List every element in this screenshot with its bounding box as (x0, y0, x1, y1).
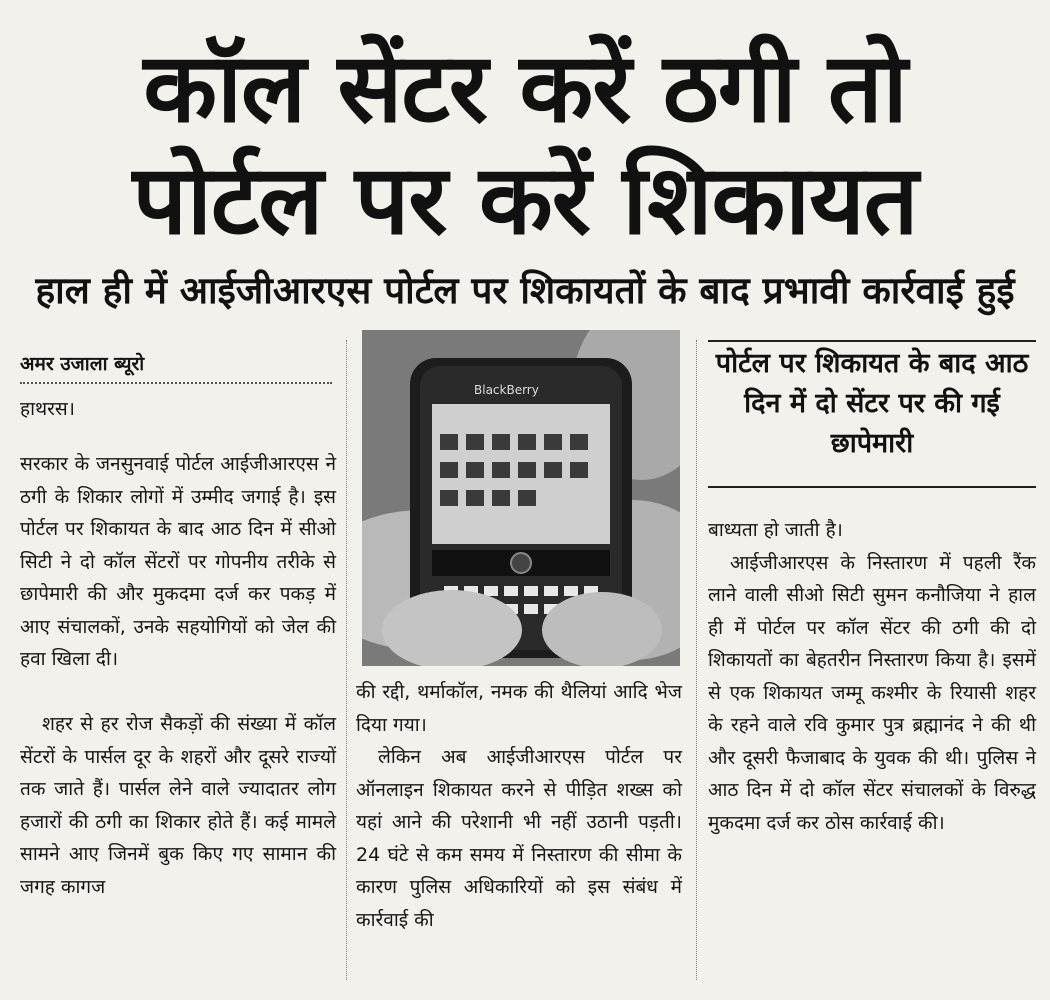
byline-divider (20, 382, 332, 384)
column-3 (708, 514, 1036, 839)
sidebar-bottom-rule (708, 486, 1036, 488)
sub-headline: हाल ही में आईजीआरएस पोर्टल पर शिकायतों के बाद प्रभावी कार्रवाई हुई (35, 269, 1015, 312)
column-divider (696, 340, 697, 980)
byline: अमर उजाला ब्यूरो (20, 353, 145, 375)
smartphone-illustration (362, 330, 680, 666)
col3-paragraph-1: बाध्यता हो जाती है। (708, 519, 843, 541)
dateline: हाथरस। (20, 398, 75, 420)
sidebar-top-rule (708, 340, 1036, 342)
column-2 (356, 676, 682, 936)
headline-line-2: पोर्टल पर करें शिकायत (132, 144, 918, 256)
col1-paragraph-1: सरकार के जनसुनवाई पोर्टल आईजीआरएस ने ठगी के शिकार लोगों में उम्मीद जगाई है। इस पोर्टल पर शिकायत के बाद आठ दिन में सीओ सिटी ने दो कॉल सेंटरों पर गोपनीय तरीके से छापेमारी की और मुकदमा दर्ज कर पकड़ में आए संचालकों, उनके सहयोगियों को जेल की हवा खिला दी। (20, 453, 336, 670)
col2-paragraph-1: की रद्दी, थर्माकॉल, नमक की थैलियां आदि भेज दिया गया। (356, 681, 682, 736)
col1-paragraph-2: शहर से हर रोज सैकड़ों की संख्या में कॉल सेंटरों के पार्सल दूर के शहरों और दूसरे राज्यों तक जाते हैं। पार्सल लेने वाले ज्यादातर लोग हजारों की ठगी का शिकार होते हैं। कई मामले सामने आए जिनमें बुक किए गए सामान की जगह कागज (20, 713, 336, 898)
col3-paragraph-2: आईजीआरएस के निस्तारण में पहली रैंक लाने वाली सीओ सिटी सुमन कनौजिया ने हाल ही में पोर्टल पर कॉल सेंटर की ठगी की दो शिकायतों का बेहतरीन निस्तारण किया है। इसमें से एक शिकायत जम्मू कश्मीर के रियासी शहर के रहने वाले रवि कुमार पुत्र ब्रह्मानंद ने की थी और दूसरी फैजाबाद के युवक की थी। पुलिस ने आठ दिन में दो कॉल सेंटर संचालकों के विरुद्ध मुकदमा दर्ज कर ठोस कार्रवाई की। (708, 551, 1036, 834)
column-1 (20, 448, 336, 676)
col2-paragraph-2: लेकिन अब आईजीआरएस पोर्टल पर ऑनलाइन शिकायत करने से पीड़ित शख्स को यहां आने की परेशानी भी नहीं उठानी पड़ती। 24 घंटे से कम समय में निस्तारण की सीमा के कारण पुलिस अधिकारियों को इस संबंध में कार्रवाई की (356, 746, 682, 931)
smartphone-photo (362, 330, 680, 666)
headline-line-1: कॉल सेंटर करें ठगी तो (143, 32, 907, 144)
brand-label: BlackBerry (474, 383, 539, 397)
column-1-continued (20, 708, 336, 903)
column-divider (346, 340, 347, 980)
sidebar-headline: पोर्टल पर शिकायत के बाद आठ दिन में दो सेंटर पर की गई छापेमारी (715, 348, 1029, 459)
